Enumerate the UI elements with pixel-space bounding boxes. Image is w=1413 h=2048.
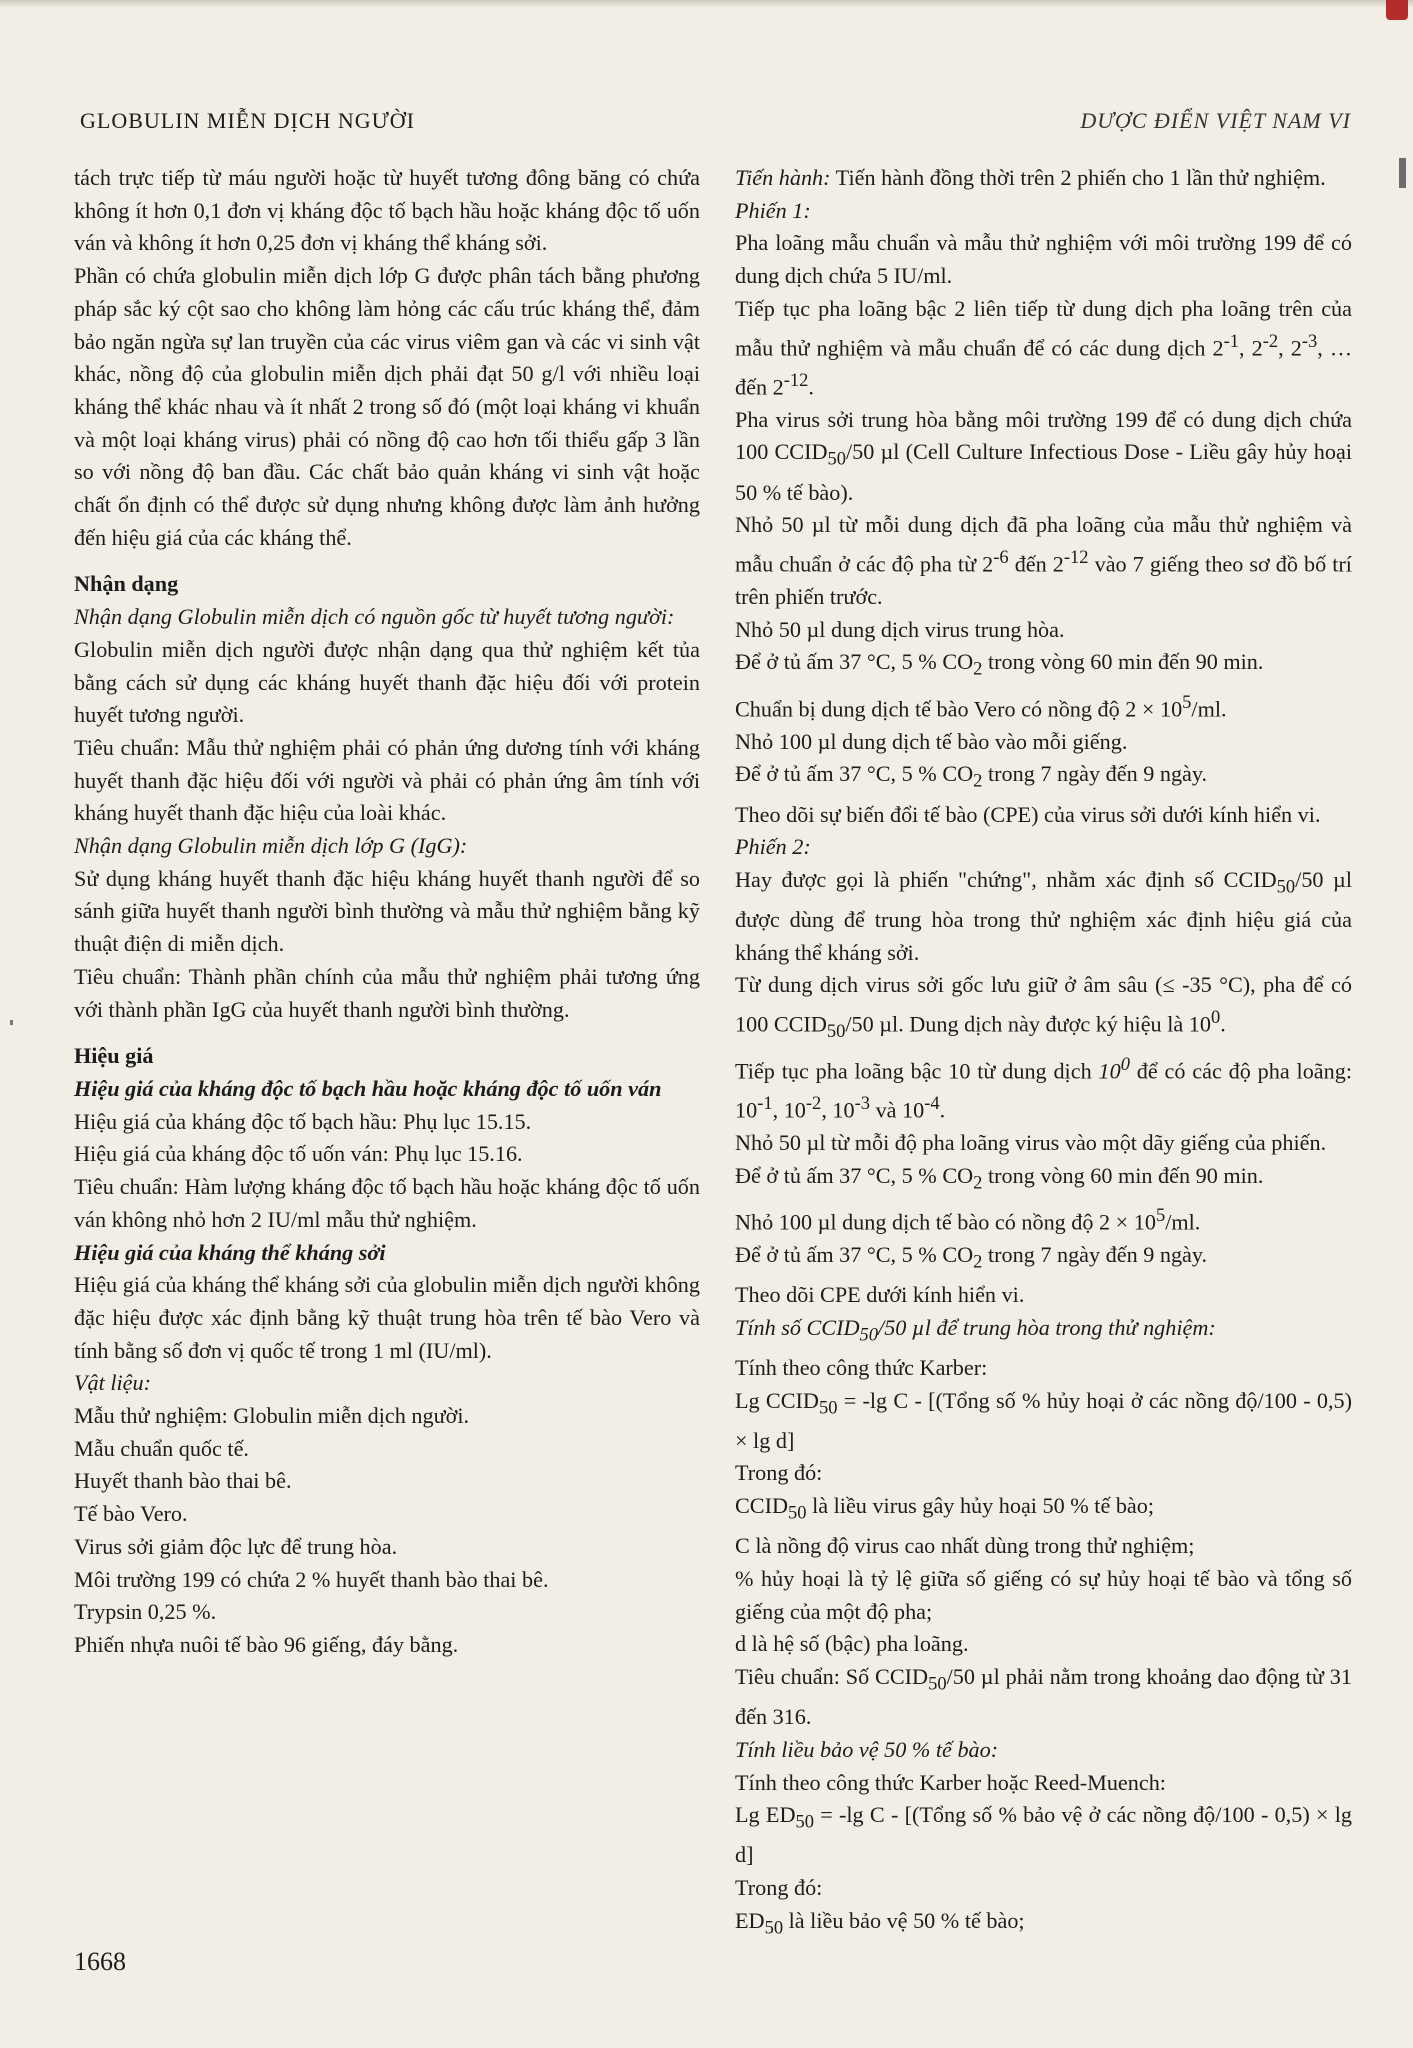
text: Lg ED [735, 1802, 796, 1828]
paragraph: Tiêu chuẩn: Hàm lượng kháng độc tố bạch hầu hoặc kháng độc tố uốn ván không nhỏ hơn 2 IU/ml mẫu thử nghiệm. [74, 1174, 700, 1232]
text: trong 7 ngày đến 9 ngày. [982, 1241, 1208, 1267]
paragraph [735, 404, 1352, 510]
text: Tiến hành đồng thời trên 2 phiến cho 1 lần thử nghiệm. [830, 165, 1326, 190]
paragraph: C là nồng độ virus cao nhất dùng trong thử nghiệm; [735, 1533, 1195, 1559]
right-column [735, 162, 1352, 1945]
superscript: 0 [1120, 1054, 1130, 1075]
superscript: -6 [993, 547, 1009, 568]
text: ED [735, 1907, 765, 1933]
paragraph [735, 1160, 1352, 1200]
paragraph: Nhỏ 50 µl dung dịch virus trung hòa. [735, 616, 1065, 642]
text: Nhỏ 50 µl từ mỗi dung dịch đã pha loãng của mẫu thử nghiệm và mẫu chuẩn ở các độ pha từ 2 [735, 512, 1352, 577]
paragraph [735, 1239, 1352, 1279]
text: trong vòng 60 min đến 90 min. [982, 1162, 1264, 1188]
superscript: -12 [783, 370, 809, 391]
paragraph: Hiệu giá của kháng độc tố uốn ván: Phụ lục 15.16. [74, 1141, 523, 1167]
paragraph: Trong đó: [735, 1875, 823, 1901]
paragraph [735, 1661, 1352, 1734]
paragraph [735, 162, 1352, 195]
subheading: Hiệu giá của kháng thể kháng sởi [74, 1239, 386, 1265]
text: là liều bảo vệ 50 % tế bào; [783, 1907, 1025, 1933]
text: Để ở tủ ấm 37 °C, 5 % CO [735, 649, 974, 675]
superscript: -4 [924, 1093, 940, 1114]
superscript: -2 [805, 1093, 822, 1114]
text: /50 µl (Cell Culture Infectious Dose - Liều gây hủy hoại 50 % tế bào). [735, 439, 1352, 505]
superscript: -2 [1262, 331, 1279, 352]
paragraph: Tiêu chuẩn: Thành phần chính của mẫu thử nghiệm phải tương ứng với thành phần IgG của huyết thanh người bình thường. [74, 963, 700, 1022]
text: để có các độ pha loãng: 10 [735, 1058, 1353, 1123]
text: Tiêu chuẩn: Số CCID [735, 1664, 929, 1690]
text: . [939, 1097, 946, 1123]
paragraph [735, 687, 1352, 726]
subscript: 2 [973, 771, 983, 792]
superscript: 0 [1210, 1008, 1221, 1029]
header-book-title: DƯỢC ĐIỂN VIỆT NAM VI [1080, 108, 1351, 133]
text: , 2 [1278, 334, 1302, 360]
subscript: 50 [827, 449, 846, 470]
text: , … đến 2 [735, 334, 1353, 399]
superscript: -3 [1301, 331, 1318, 352]
header-title: GLOBULIN MIỄN DỊCH NGƯỜI [80, 108, 415, 133]
paragraph [735, 509, 1352, 614]
section-heading-potency: Hiệu giá [74, 1043, 154, 1069]
superscript: 5 [1182, 692, 1192, 713]
subheading: Vật liệu: [74, 1370, 152, 1396]
text: vào 7 giếng theo sơ đồ bố trí trên phiến trước. [735, 551, 1352, 610]
paragraph: tách trực tiếp từ máu người hoặc từ huyết tương đông băng có chứa không ít hơn 0,1 đơn vị kháng độc tố bạch hầu hoặc kháng độc tố uốn ván và không ít hơn 0,25 đơn vị kháng thể kháng sởi. [74, 165, 700, 256]
subscript: 50 [859, 1325, 879, 1346]
text: = -lg C - [(Tổng số % hủy hoại ở các nồng độ/100 - 0,5) × lg d] [735, 1387, 1353, 1453]
text: /50 µl để trung hòa trong thử nghiệm: [878, 1314, 1216, 1340]
text: đến 2 [1008, 551, 1064, 577]
subscript: 50 [928, 1674, 947, 1695]
paragraph [735, 969, 1352, 1048]
paragraph: Sử dụng kháng huyết thanh đặc hiệu kháng huyết thanh người để so sánh giữa huyết thanh người bình thường và mẫu thử nghiệm bằng kỹ thuật điện di miễn dịch. [74, 865, 700, 957]
list-item: Môi trường 199 có chứa 2 % huyết thanh bào thai bê. [74, 1566, 549, 1592]
list-item: Huyết thanh bào thai bê. [74, 1468, 292, 1494]
subscript: 50 [795, 1812, 814, 1833]
text: Nhỏ 100 µl dung dịch tế bào có nồng độ 2 × 10 [735, 1209, 1156, 1235]
subscript: 2 [973, 1252, 983, 1273]
superscript: -1 [1223, 331, 1240, 352]
list-item: Tế bào Vero. [74, 1501, 188, 1527]
paragraph [735, 293, 1352, 404]
page-number: 1668 [74, 1947, 126, 1976]
subscript: 50 [1276, 877, 1296, 898]
paragraph: Nhỏ 100 µl dung dịch tế bào vào mỗi giếng. [735, 728, 1128, 754]
text: Lg CCID [735, 1387, 819, 1413]
subscript: 50 [764, 1918, 784, 1939]
paragraph [735, 1049, 1352, 1127]
paragraph: % hủy hoại là tỷ lệ giữa số giếng có sự hủy hoại tế bào và tổng số giếng của một độ pha; [735, 1565, 1352, 1624]
superscript: 5 [1155, 1205, 1166, 1226]
list-item: Mẫu thử nghiệm: Globulin miễn dịch người. [74, 1403, 470, 1429]
paragraph: d là hệ số (bậc) pha loãng. [735, 1631, 969, 1657]
text: , 2 [1239, 334, 1263, 360]
paragraph [735, 1490, 1352, 1530]
paragraph: Nhỏ 50 µl từ mỗi độ pha loãng virus vào một dãy giếng của phiến. [735, 1129, 1327, 1155]
text: trong vòng 60 min đến 90 min. [982, 649, 1264, 675]
text: Để ở tủ ấm 37 °C, 5 % CO [735, 761, 974, 787]
text: /ml. [1165, 1209, 1201, 1235]
text: CCID [735, 1493, 789, 1519]
text: Để ở tủ ấm 37 °C, 5 % CO [735, 1162, 974, 1188]
formula [735, 1799, 1352, 1872]
label: Tiến hành: [735, 165, 831, 190]
paragraph: Pha loãng mẫu chuẩn và mẫu thử nghiệm với môi trường 199 để có dung dịch chứa 5 IU/ml. [735, 230, 1352, 289]
paragraph: Tiêu chuẩn: Mẫu thử nghiệm phải có phản ứng dương tính với kháng huyết thanh đặc hiệu đối với người và phải có phản ứng âm tính với kháng huyết thanh đặc hiệu của loài khác. [74, 734, 700, 826]
subscript: 50 [826, 1022, 846, 1043]
paragraph: Trong đó: [735, 1460, 823, 1486]
text: Từ dung dịch virus sởi gốc lưu giữ ở âm sâu (≤ -35 °C), pha để có 100 CCID [735, 972, 1352, 1037]
paragraph [735, 758, 1352, 798]
superscript: -1 [757, 1093, 773, 1114]
paragraph: Hiệu giá của kháng thể kháng sởi của globulin miễn dịch người không đặc hiệu được xác định bằng kỹ thuật trung hòa trên tế bào Vero và tính bằng số đơn vị quốc tế trong 1 ml (IU/ml). [74, 1272, 700, 1363]
paragraph: Tính theo công thức Karber: [735, 1354, 988, 1380]
list-item: Virus sởi giảm độc lực để trung hòa. [74, 1533, 398, 1559]
text: Tính số CCID [735, 1314, 860, 1340]
text: Hay được gọi là phiến "chứng", nhằm xác định số CCID [735, 866, 1277, 892]
running-header [80, 108, 1351, 138]
text: /ml. [1191, 695, 1227, 721]
subheading [735, 1312, 1352, 1352]
paragraph [735, 864, 1352, 970]
text: , 10 [772, 1097, 806, 1123]
text: và 10 [870, 1097, 925, 1123]
text: . [1220, 1011, 1226, 1037]
superscript: -3 [854, 1093, 871, 1114]
subscript: 2 [973, 659, 983, 680]
text: /50 µl được dùng để trung hòa trong thử nghiệm xác định hiệu giá của kháng thể kháng sởi. [735, 866, 1352, 965]
paragraph: Hiệu giá của kháng độc tố bạch hầu: Phụ lục 15.15. [74, 1108, 532, 1134]
paragraph [735, 646, 1352, 686]
subscript: 50 [818, 1397, 838, 1418]
subscript: 2 [973, 1173, 983, 1194]
list-item: Phiến nhựa nuôi tế bào 96 giếng, đáy bằng. [74, 1631, 459, 1657]
text: = -lg C - [(Tổng số % bảo vệ ở các nồng độ/100 - 0,5) × lg d] [735, 1802, 1352, 1868]
subheading: Phiến 2: [735, 834, 811, 860]
text: Tiếp tục pha loãng bậc 10 từ dung dịch [735, 1058, 1099, 1084]
left-column [74, 162, 700, 1662]
italic-text: 10 [1098, 1058, 1121, 1084]
section-heading-identification: Nhận dạng [74, 571, 179, 597]
subscript: 50 [788, 1503, 807, 1524]
paragraph: Theo dõi CPE dưới kính hiển vi. [735, 1281, 1025, 1307]
text: Chuẩn bị dung dịch tế bào Vero có nồng độ 2 × 10 [735, 695, 1183, 721]
superscript: -12 [1063, 547, 1089, 568]
text: là liều virus gây hủy hoại 50 % tế bào; [806, 1493, 1155, 1519]
paragraph [735, 1905, 1352, 1945]
text: Để ở tủ ấm 37 °C, 5 % CO [735, 1241, 974, 1267]
formula [735, 1385, 1352, 1458]
list-item: Mẫu chuẩn quốc tế. [74, 1435, 249, 1461]
list-item: Trypsin 0,25 %. [74, 1599, 217, 1625]
subheading: Nhận dạng Globulin miễn dịch lớp G (IgG): [74, 833, 468, 859]
paragraph: Globulin miễn dịch người được nhận dạng qua thử nghiệm kết tủa bằng cách sử dụng các kháng huyết thanh đặc hiệu đối với protein huyết tương người. [74, 636, 700, 728]
subheading: Tính liều bảo vệ 50 % tế bào: [735, 1736, 999, 1762]
text: /50 µl. Dung dịch này được ký hiệu là 10 [845, 1011, 1211, 1037]
subheading: Hiệu giá của kháng độc tố bạch hầu hoặc kháng độc tố uốn ván [74, 1075, 662, 1101]
subheading: Nhận dạng Globulin miễn dịch có nguồn gốc từ huyết tương người: [74, 604, 675, 630]
text: Pha virus sởi trung hòa bằng môi trường 199 để có dung dịch chứa 100 CCID [735, 406, 1352, 465]
text: /50 µl phải nằm trong khoảng dao động từ 31 đến 316. [735, 1664, 1352, 1730]
paragraph: Tính theo công thức Karber hoặc Reed-Muench: [735, 1769, 1166, 1795]
text: trong 7 ngày đến 9 ngày. [982, 761, 1208, 787]
paragraph: Phần có chứa globulin miễn dịch lớp G được phân tách bằng phương pháp sắc ký cột sao cho không làm hỏng các cấu trúc kháng thể, đảm bảo ngăn ngừa sự lan truyền của các virus viêm gan và các vi sinh vật khác, nồng độ của globulin miễn dịch phải đạt 50 g/l với nhiều loại kháng thể khác nhau và ít nhất 2 trong số đó (một loại kháng vi khuẩn và một loại kháng virus) phải có nồng độ cao hơn tối thiểu gấp 3 lần so với nồng độ ban đầu. Các chất bảo quản kháng vi sinh vật hoặc chất ổn định có thể được sử dụng nhưng không được làm ảnh hưởng đến hiệu giá của các kháng thể. [74, 263, 700, 550]
paragraph: Theo dõi sự biến đổi tế bào (CPE) của virus sởi dưới kính hiển vi. [735, 801, 1321, 827]
text: . [808, 374, 814, 399]
paragraph [735, 1200, 1352, 1239]
text: Tiếp tục pha loãng bậc 2 liên tiếp từ dung dịch pha loãng trên của mẫu thử nghiệm và mẫu chuẩn để có các dung dịch 2 [735, 295, 1352, 360]
text: , 10 [821, 1097, 855, 1123]
subheading: Phiến 1: [735, 197, 811, 223]
